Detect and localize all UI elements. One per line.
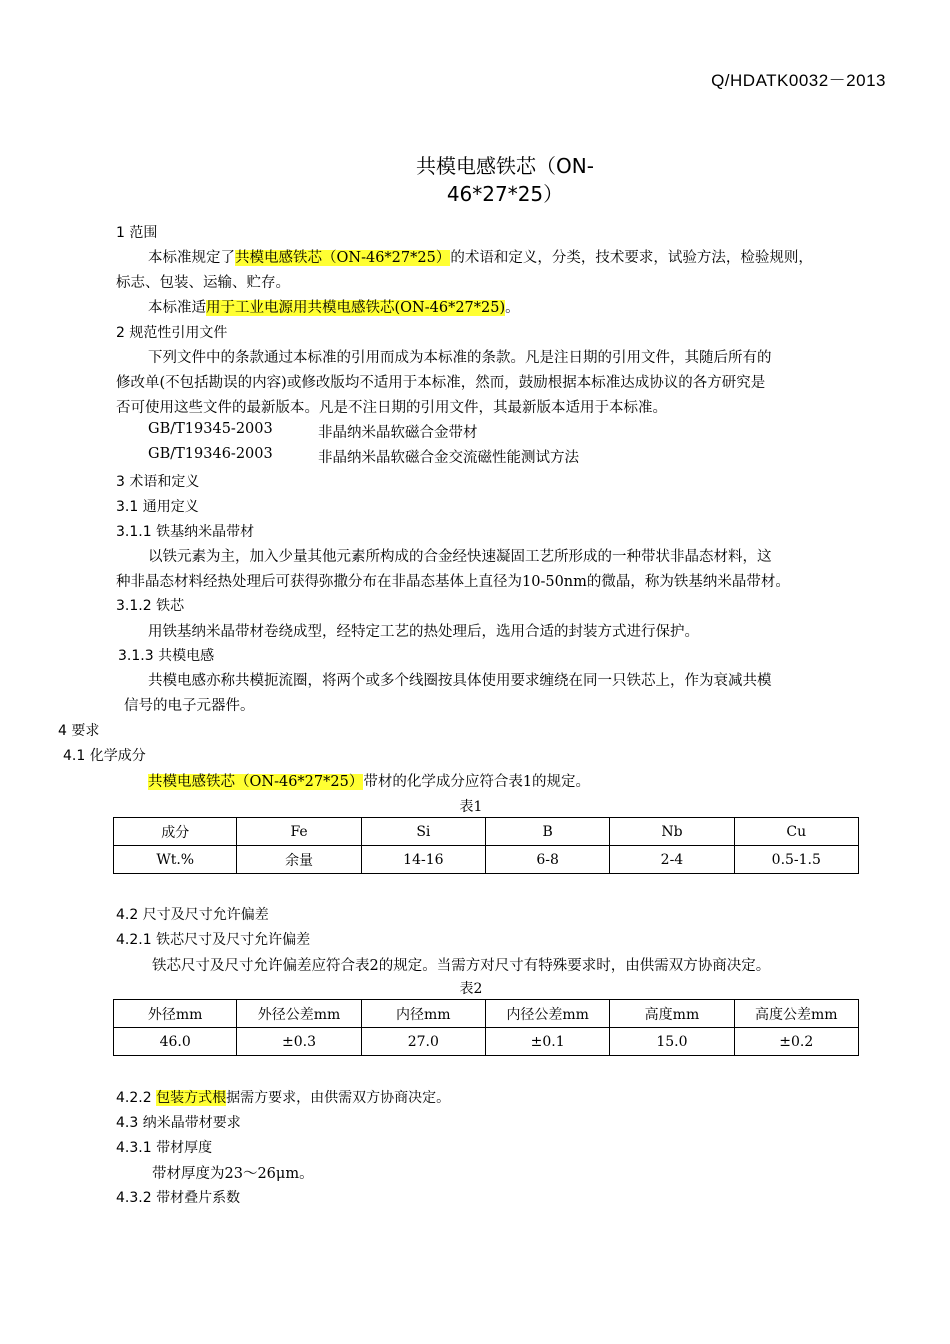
section-4-2-1-heading: 4.2.1 铁芯尺寸及尺寸允许偏差 [116,932,311,948]
section-4-2-2-heading [116,1087,450,1107]
table-header-cell: 高度mm [610,1000,734,1028]
section-1-paragraph-1 [148,246,813,267]
section-3-1-3-paragraph-line1: 共模电感亦称共模扼流圈，将两个或多个线圈按具体使用要求缠绕在同一只铁芯上，作为衰减共模 [148,673,772,689]
table-row [114,1000,859,1028]
table-cell: ±0.1 [485,1028,609,1056]
table-header-cell: Fe [237,818,361,846]
section-4-3-heading: 4.3 纳米晶带材要求 [116,1115,241,1131]
table-header-cell: Nb [610,818,734,846]
section-2-paragraph-line2: 修改单(不包括勘误的内容)或修改版均不适用于本标准，然而，鼓励根据本标准达成协议的各方研究是 [116,375,766,391]
table-cell: ±0.2 [734,1028,858,1056]
table-header-cell: 内径公差mm [485,1000,609,1028]
section-3-heading: 3 术语和定义 [116,474,200,490]
table-row [114,1028,859,1056]
section-4-3-1-heading: 4.3.1 带材厚度 [116,1140,213,1156]
table-row [114,818,859,846]
text-run: 本标准规定了 [148,250,235,266]
highlighted-text: 共模电感铁芯（ON-46*27*25） [235,250,451,266]
section-3-1-2-paragraph: 用铁基纳米晶带材卷绕成型，经特定工艺的热处理后，选用合适的封装方式进行保护。 [148,624,699,640]
section-3-1-1-paragraph-line2: 种非晶态材料经热处理后可获得弥撒分布在非晶态基体上直径为10-50nm的微晶，称为铁基纳米晶带材。 [116,574,790,590]
section-4-3-2-heading: 4.3.2 带材叠片系数 [116,1190,241,1206]
table-cell: 46.0 [114,1028,237,1056]
reference-code: GB/T19346-2003 [148,446,273,462]
table-2-dimensions [113,999,859,1056]
section-4-1-heading: 4.1 化学成分 [63,748,146,764]
section-4-heading: 4 要求 [58,723,100,739]
document-title-line2: 46*27*25） [446,182,564,206]
table-cell: 15.0 [610,1028,734,1056]
table-1-caption: 表1 [459,799,483,815]
table-cell: Wt.% [114,846,237,874]
reference-name: 非晶纳米晶软磁合金带材 [318,425,478,441]
section-2-heading: 2 规范性引用文件 [116,325,228,341]
table-cell: 6-8 [486,846,610,874]
table-cell: 余量 [237,846,361,874]
table-cell: 0.5-1.5 [734,846,858,874]
section-3-1-1-paragraph-line1: 以铁元素为主，加入少量其他元素所构成的合金经快速凝固工艺所形成的一种带状非晶态材料，这 [148,549,772,565]
reference-code: GB/T19345-2003 [148,421,273,437]
table-header-cell: 外径公差mm [237,1000,361,1028]
highlighted-text: 共模电感铁芯（ON-46*27*25） [148,774,364,790]
text-run: 本标准适 [148,300,206,316]
text-run: 带材的化学成分应符合表1的规定。 [363,774,591,790]
section-4-1-paragraph [148,770,590,791]
text-run: 。 [505,300,520,316]
section-1-heading: 1 范围 [116,225,158,241]
table-header-cell: B [486,818,610,846]
highlighted-text: 用于工业电源用共模电感铁芯(ON-46*27*25) [206,300,506,316]
text-run: 的术语和定义，分类，技术要求，试验方法，检验规则， [450,250,813,266]
table-header-cell: Si [361,818,485,846]
table-header-cell: 高度公差mm [734,1000,858,1028]
section-3-1-heading: 3.1 通用定义 [116,499,199,515]
section-4-2-heading: 4.2 尺寸及尺寸允许偏差 [116,907,269,923]
standard-code: Q/HDATK0032－2013 [711,71,886,90]
text-run: 4.2.2 [116,1090,157,1106]
section-3-1-1-heading: 3.1.1 铁基纳米晶带材 [116,524,255,540]
table-cell: 2-4 [610,846,734,874]
table-cell: ±0.3 [237,1028,361,1056]
table-row [114,846,859,874]
section-1-paragraph-2 [148,296,520,317]
document-title-line1: 共模电感铁芯（ON- [416,154,594,178]
highlighted-text: 包装方式根 [156,1090,227,1106]
table-header-cell: 成分 [114,818,237,846]
table-1-chemical-composition [113,817,859,874]
section-3-1-3-paragraph-line2: 信号的电子元器件。 [124,698,255,714]
table-header-cell: 外径mm [114,1000,237,1028]
section-4-2-1-paragraph: 铁芯尺寸及尺寸允许偏差应符合表2的规定。当需方对尺寸有特殊要求时，由供需双方协商决定。 [152,958,771,974]
table-header-cell: 内径mm [361,1000,485,1028]
table-2-caption: 表2 [459,981,483,997]
reference-name: 非晶纳米晶软磁合金交流磁性能测试方法 [318,450,579,466]
section-3-1-2-heading: 3.1.2 铁芯 [116,598,185,614]
section-2-paragraph-line3: 否可使用这些文件的最新版本。凡是不注日期的引用文件，其最新版本适用于本标准。 [116,400,667,416]
table-cell: 27.0 [361,1028,485,1056]
section-3-1-3-heading: 3.1.3 共模电感 [118,648,215,664]
table-header-cell: Cu [734,818,858,846]
section-2-paragraph-line1: 下列文件中的条款通过本标准的引用而成为本标准的条款。凡是注日期的引用文件，其随后所有的 [148,350,772,366]
text-run: 据需方要求，由供需双方协商决定。 [226,1090,451,1106]
section-4-3-1-paragraph: 带材厚度为23～26μm。 [152,1166,314,1182]
section-1-paragraph-1-cont: 标志、包装、运输、贮存。 [116,275,290,291]
table-cell: 14-16 [361,846,485,874]
